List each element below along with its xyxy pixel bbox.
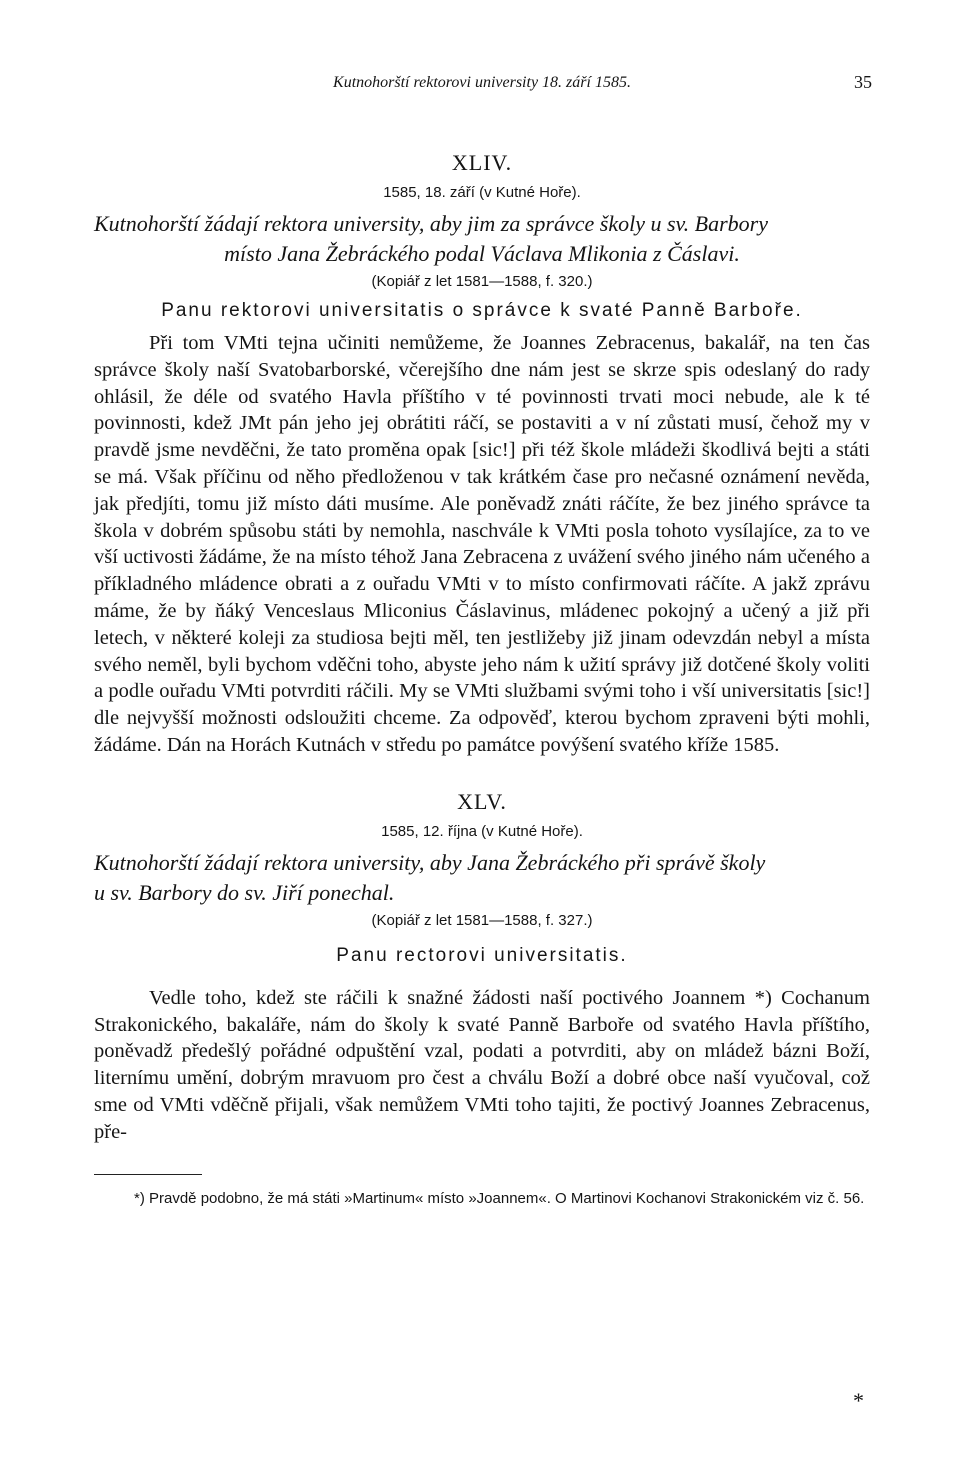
summary-line-2: místo Jana Žebráckého podal Václava Mlikonia z Čáslavi. bbox=[224, 241, 740, 266]
letter-number: XLV. bbox=[457, 788, 507, 814]
footnote-rule bbox=[94, 1174, 202, 1175]
summary-line-1: Kutnohorští žádají rektora university, aby Jana Žebráckého při správě školy bbox=[94, 849, 766, 875]
letter-date: 1585, 12. října (v Kutné Hoře). bbox=[381, 822, 583, 840]
page-number: 35 bbox=[854, 72, 872, 92]
running-head-title: Kutnohorští rektorovi university 18. září 1585. bbox=[333, 74, 631, 91]
signature-mark: * bbox=[853, 1388, 864, 1413]
running-head bbox=[94, 70, 870, 104]
letter-xliv bbox=[94, 150, 870, 759]
letter-number: XLIV. bbox=[451, 150, 513, 175]
letter-body: Při tom VMti tejna učiniti nemůžeme, že Joannes Zebracenus, bakalář, na ten čas správce školy naší Svatobarborské, včerejšího dne nám jest se skrze spis odeslaný do rady ohlásil, že déle od svatého Havla příštího v té povinnosti trvati moci nebude, ale k té povinnosti, kdež JMt pán jeho jej obrátiti ráčí, se postaviti a v ní zůstati musí, čehož my v pravdě jsme nevděčni, že tato proměna opak [sic!] při též škole mládeži škodlivá bejti a státi se má. Však příčinu od něho předloženou v tak krátkém čase pro nečasné oznámení nevěda, jak předjíti, tomu již místo dáti musíme. Ale poněvadž znáti ráčíte, že bez jiného správce ta škola v dobrém spůsobu státi by nemohla, naschvále k VMti posla tohoto vysílajíce, za to ve vší uctivosti žádáme, že na místo téhož Jana Zebracena z uvážení svého jiného nám učeného a příkladného mládence obrati a z ouřadu VMti v to místo confirmovati ráčíte. A jakž zprávu máme, že by ňáký Venceslaus Mliconius Čáslavinus, mládenec pokojný a učený a již při letech, v některé koleji za studiosa bejti měl, ten jestližeby již jinam odevzdán nebyl a místa svého neměl, byli bychom vděčni toho, abyste jeho nám k užití správy již dotčené školy voliti a podle ouřadu VMti potvrditi ráčili. My se VMti službami svými toho i vší universitatis [sic!] dle nejvyšší možnosti odsloužiti chceme. Za odpověď, kterou bychom zpraveni býti mohli, žádáme. Dán na Horách Kutnách v středu po památce povýšení svatého kříže 1585. bbox=[94, 332, 870, 756]
letter-body: Vedle toho, kdež ste ráčili k snažné žádosti naší poctivého Joannem *) Cochanum Strakonického, bakaláře, nám do školy k svaté Panně Barboře od svatého Havla příštího, poněvadž předešlý pořádné odpuštění vzal, podati a potvrditi, aby on mládež bázni Boží, liternímu umění, dobrým mravuom pro čest a chválu Boží a dobré obce naší vyučoval, což sme od VMti vděčně přijali, však nemůžem VMti toho tajiti, že poctivý Joannes Zebracenus, pře- bbox=[94, 986, 870, 1143]
footnote: *) Pravdě podobno, že má státi »Martinum« místo »Joannem«. O Martinovi Kochanovi Strakonickém viz č. 56. bbox=[134, 1189, 865, 1207]
letter-xlv bbox=[94, 789, 870, 1146]
letter-source: (Kopiář z let 1581—1588, f. 320.) bbox=[371, 273, 593, 290]
letter-address: Panu rectorovi universitatis. bbox=[336, 944, 628, 966]
document-page bbox=[94, 70, 870, 1211]
letter-date: 1585, 18. září (v Kutné Hoře). bbox=[383, 184, 581, 201]
letter-summary bbox=[94, 209, 870, 269]
letter-source: (Kopiář z let 1581—1588, f. 327.) bbox=[371, 911, 593, 929]
letter-summary bbox=[94, 848, 870, 908]
summary-line-2: u sv. Barbory do sv. Jiří ponechal. bbox=[94, 879, 395, 905]
summary-line-1: Kutnohorští žádají rektora university, aby jim za správce školy u sv. Barbory bbox=[94, 211, 768, 236]
letter-address: Panu rektorovi universitatis o správce k svaté Panně Barboře. bbox=[161, 300, 803, 321]
